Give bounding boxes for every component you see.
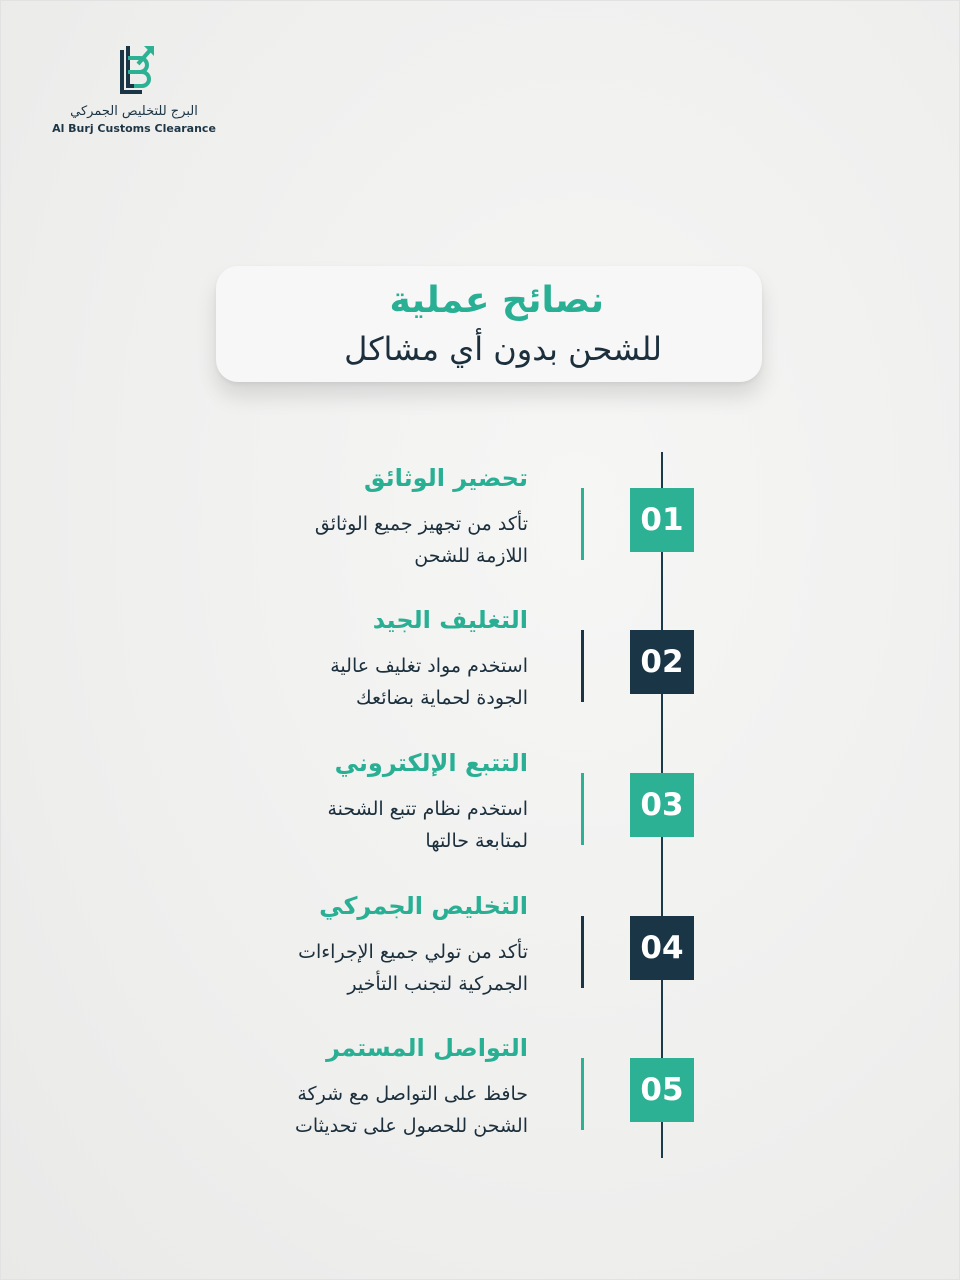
step-5 [0, 1026, 960, 1156]
step-number-badge: 03 [630, 773, 694, 837]
step-3 [0, 741, 960, 871]
step-accent-bar [581, 916, 584, 988]
step-2 [0, 598, 960, 728]
step-description [228, 793, 528, 857]
step-description-line: الجمركية لتجنب التأخير [347, 973, 528, 995]
step-description [228, 650, 528, 714]
page-title: نصائح عملية [389, 280, 604, 321]
step-description-line: استخدم مواد تغليف عالية [330, 655, 528, 677]
step-title: التواصل المستمر [326, 1034, 528, 1062]
step-accent-bar [581, 630, 584, 702]
step-title: التتبع الإلكتروني [334, 749, 528, 777]
step-title: التخليص الجمركي [319, 892, 528, 920]
step-title: التغليف الجيد [372, 606, 528, 634]
step-description-line: تأكد من تولي جميع الإجراءات [298, 941, 528, 963]
step-number-badge: 04 [630, 916, 694, 980]
step-4 [0, 884, 960, 1014]
step-description-line: استخدم نظام تتبع الشحنة [327, 798, 528, 820]
step-number-badge: 01 [630, 488, 694, 552]
step-number-badge: 05 [630, 1058, 694, 1122]
step-description [228, 508, 528, 572]
logo-mark-icon [112, 42, 156, 98]
step-description-line: حافظ على التواصل مع شركة [297, 1083, 528, 1105]
step-title: تحضير الوثائق [364, 464, 528, 492]
step-description-line: الجودة لحماية بضائعك [356, 687, 528, 709]
step-description-line: تأكد من تجهيز جميع الوثائق [314, 513, 528, 535]
brand-name-english: Al Burj Customs Clearance [52, 122, 216, 135]
step-description-line: اللازمة للشحن [414, 545, 528, 567]
step-accent-bar [581, 773, 584, 845]
step-description [228, 936, 528, 1000]
brand-logo [50, 42, 218, 135]
step-accent-bar [581, 1058, 584, 1130]
step-accent-bar [581, 488, 584, 560]
title-card [216, 266, 762, 382]
step-description-line: الشحن للحصول على تحديثات [295, 1115, 528, 1137]
step-1 [0, 456, 960, 586]
step-description [228, 1078, 528, 1142]
page-subtitle: للشحن بدون أي مشاكل [344, 330, 662, 368]
brand-name-arabic: البرج للتخليص الجمركي [70, 104, 198, 119]
step-number-badge: 02 [630, 630, 694, 694]
step-description-line: لمتابعة حالتها [425, 830, 528, 852]
